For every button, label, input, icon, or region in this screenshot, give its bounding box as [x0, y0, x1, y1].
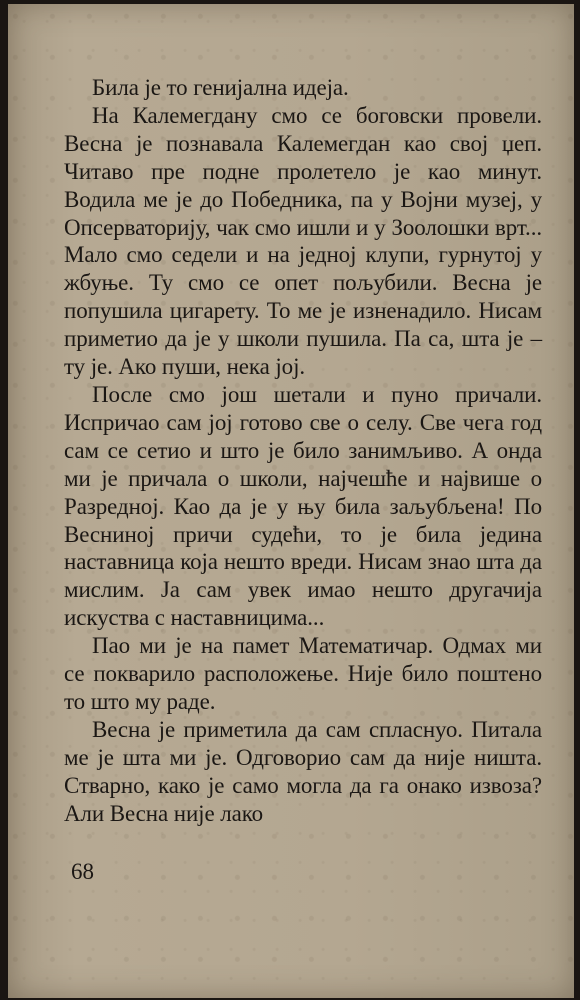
paragraph: Пао ми је на памет Математичар. Одмах ми се покварило расположење. Није било поштено то што му раде. [64, 633, 542, 714]
paragraph: После смо још шетали и пуно причали. Испричао сам јој готово све о селу. Све чега год сам се сетио и што је било занимљиво. А онда ми је причала о школи, најчешће и највише о Разредној. Као да је у њу била заљубљена! По Весниној причи судећи, то је била једина наставница која нешто вреди. Нисам знао шта да мислим. Ја сам увек имао нешто другачија искуства с наставницима... [64, 381, 542, 631]
body-text [64, 74, 542, 827]
paragraph: На Калемегдану смо се боговски провели. Весна је познавала Калемегдан као свој џеп. Читаво пре подне пролетело је као минут. Водила ме је до Победника, па у Војни музеј, у Опсерваторију, чак смо ишли и у Зоолошки врт... Мало смо седели и на једној клупи, гурнутој у жбуње. Ту смо се опет пољубили. Весна је попушила цигарету. То ме је изненадило. Нисам приметио да је у школи пушила. Па са, шта је – ту је. Ако пуши, нека јој. [64, 102, 542, 380]
paragraph: Била је то генијална идеја. [92, 75, 349, 100]
book-page [8, 4, 574, 998]
page-number: 68 [71, 859, 94, 884]
paragraph: Весна је приметила да сам спласнуо. Питала ме је шта ми је. Одговорио сам да није ништа. Стварно, како је само могла да га онако извоза? Али Весна није лако [64, 716, 542, 826]
